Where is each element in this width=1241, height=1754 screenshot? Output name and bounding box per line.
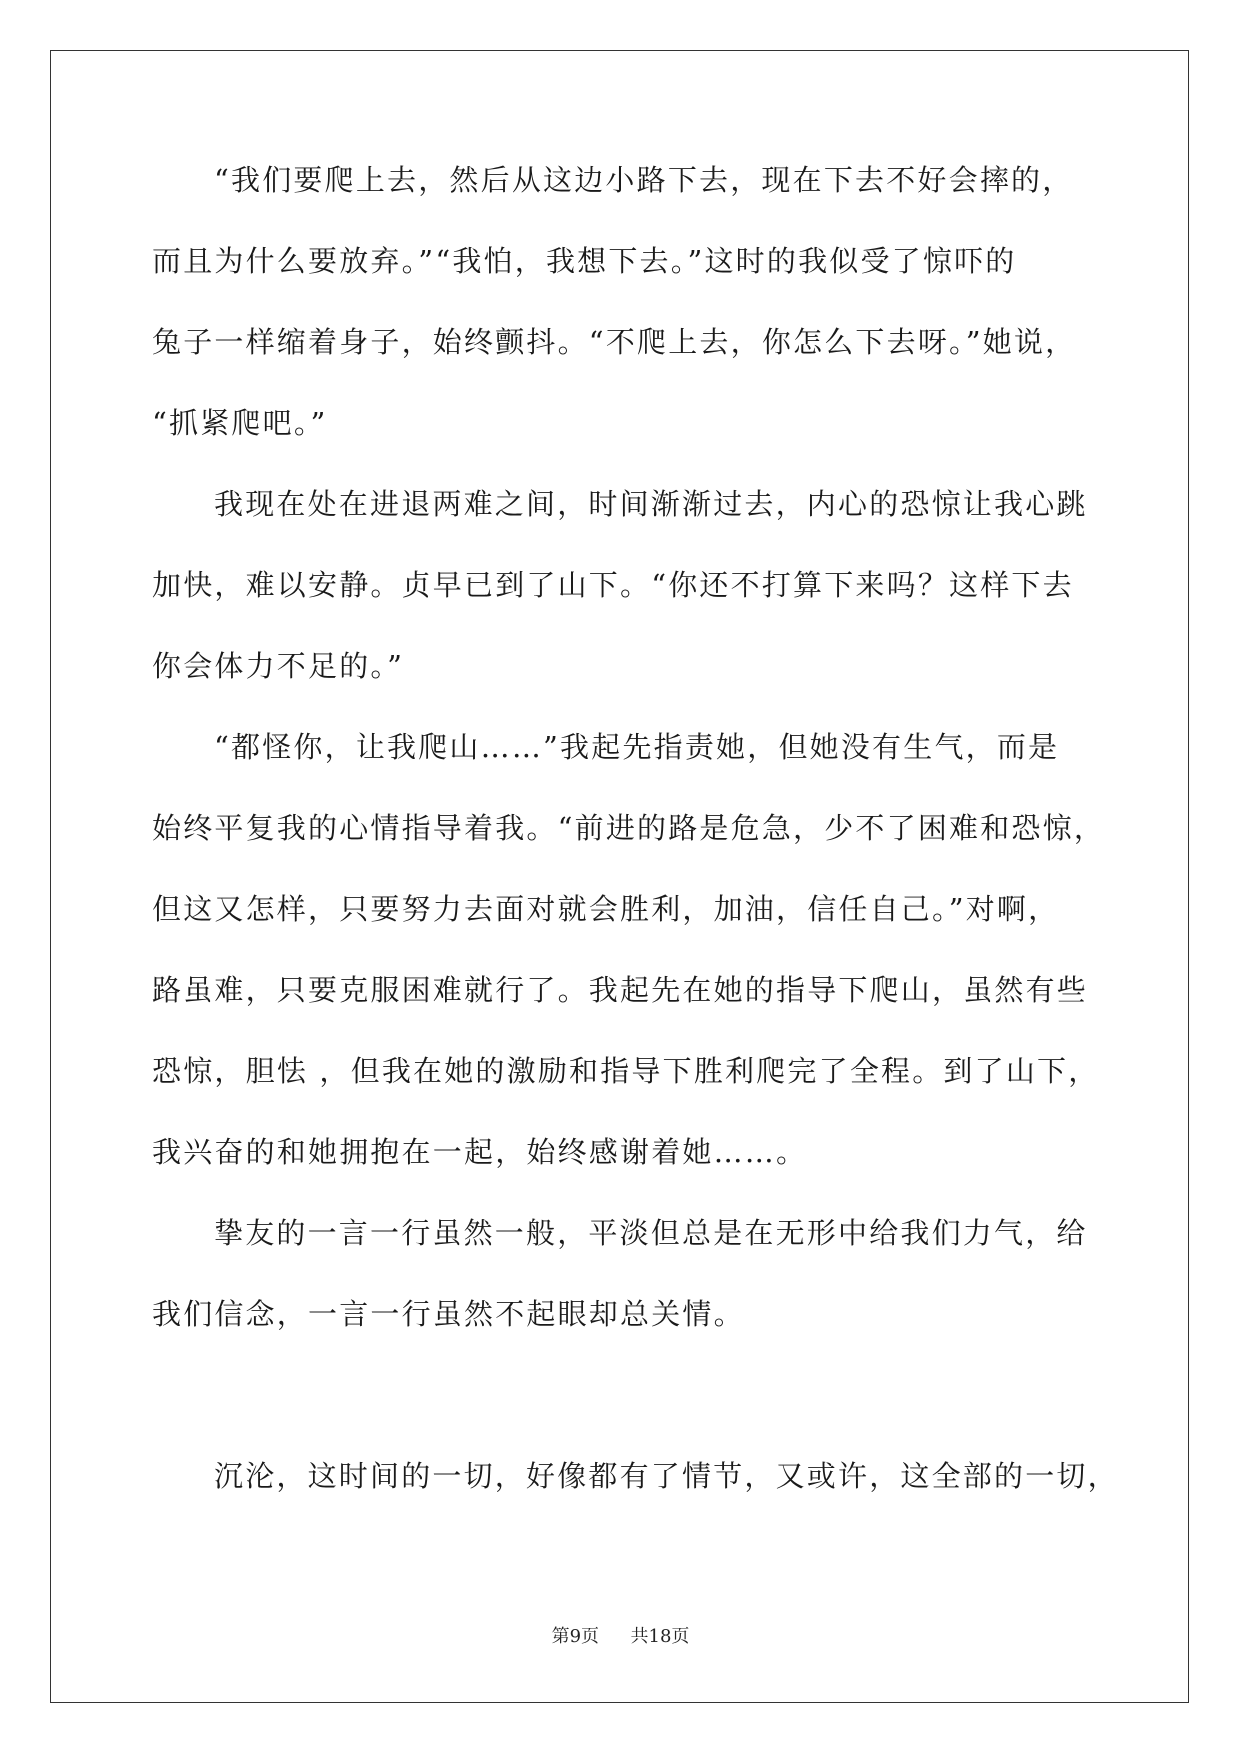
- page-total: 共18页: [630, 1626, 690, 1647]
- text-line: 始终平复我的心情指导着我。“前进的路是危急，少不了困难和恐惊，: [152, 811, 1106, 845]
- page-footer: [0, 1622, 1241, 1648]
- page-number: 第9页: [551, 1626, 600, 1647]
- text-line: 我现在处在进退两难之间，时间渐渐过去，内心的恐惊让我心跳: [214, 487, 1088, 521]
- text-line: 兔子一样缩着身子，始终颤抖。“不爬上去，你怎么下去呀。”她说，: [152, 325, 1077, 359]
- text-line: “都怪你，让我爬山……”我起先指责她，但她没有生气，而是: [214, 730, 1060, 764]
- text-line: 沉沦，这时间的一切，好像都有了情节，又或许，这全部的一切，: [214, 1459, 1119, 1493]
- text-line: 我们信念，一言一行虽然不起眼却总关情。: [152, 1297, 745, 1331]
- text-line: 我兴奋的和她拥抱在一起，始终感谢着她……。: [152, 1135, 808, 1169]
- document-body: [152, 160, 1119, 1537]
- text-line: 但这又怎样，只要努力去面对就会胜利，加油，信任自己。”对啊，: [152, 892, 1060, 926]
- text-line: 路虽难，只要克服困难就行了。我起先在她的指导下爬山，虽然有些: [152, 973, 1089, 1007]
- text-line: 而且为什么要放弃。”“我怕，我想下去。”这时的我似受了惊吓的: [152, 244, 1017, 278]
- text-line: 你会体力不足的。”: [152, 649, 405, 683]
- text-line: 加快，难以安静。贞早已到了山下。“你还不打算下来吗？这样下去: [152, 568, 1074, 602]
- text-line: 恐惊，胆怯 ，但我在她的激励和指导下胜利爬完了全程。到了山下，: [152, 1054, 1100, 1088]
- text-line: “我们要爬上去，然后从这边小路下去，现在下去不好会摔的，: [214, 163, 1074, 197]
- paragraph-spacer: [152, 1375, 1092, 1456]
- text-line: 挚友的一言一行虽然一般，平淡但总是在无形中给我们力气，给: [214, 1216, 1088, 1250]
- text-line: “抓紧爬吧。”: [152, 406, 328, 440]
